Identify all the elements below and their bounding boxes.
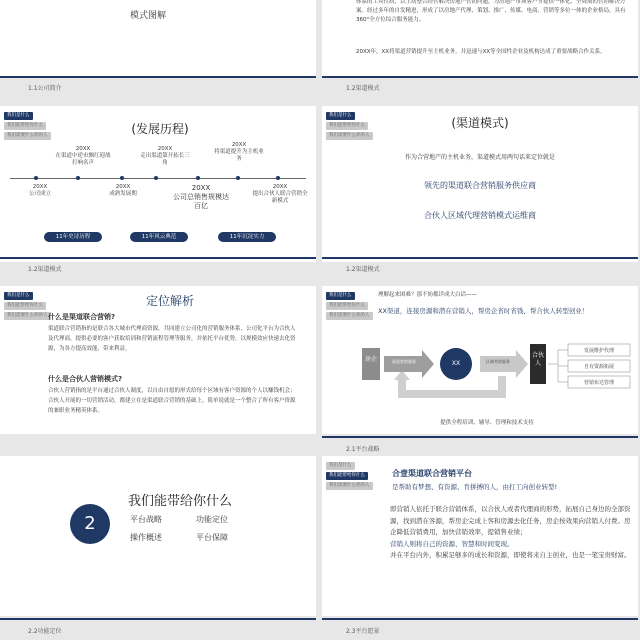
nav-tag[interactable]: 我们是什么 (326, 462, 355, 470)
left-arrow-label: 渠道营销服务 (392, 359, 416, 364)
timeline-node-bottom: 20XX 公司总销售规模达百亿 (173, 184, 229, 210)
nav-tag-what-we-are[interactable]: 我们是什么 (4, 292, 33, 300)
left-box (362, 348, 380, 380)
timeline-dot (76, 176, 80, 180)
footer-label: 2.3平台愿景 (346, 628, 380, 635)
history-pill: 11年史诗历程 (44, 232, 102, 242)
platform-text-highlight: 营销人则将自己的资源、智慧和时间变现。 (390, 539, 514, 548)
platform-title: 合壹渠道联合营销平台 (392, 469, 472, 478)
section-item: 功能定位 (196, 515, 228, 524)
divider (322, 76, 638, 78)
divider (322, 257, 638, 259)
slide-section-2 (0, 456, 316, 616)
timeline-node-top: 20XX 走出渠道第开拓长三角 (140, 146, 190, 166)
footer-label: 1.2渠道模式 (28, 266, 62, 273)
nav-tag[interactable]: 我们能带给你什么 (4, 122, 46, 130)
timeline-dot (196, 176, 200, 180)
timeline-dot (276, 176, 280, 180)
slide-channel-diagram (322, 286, 638, 434)
platform-subtitle: 是帮助有梦想、有资源、肯拼搏的人，由打工向创业转型! (392, 483, 558, 491)
nav-tag[interactable]: 我们需要什么样的人 (326, 132, 373, 140)
timeline-dot (154, 176, 158, 180)
diagram-caption: 模式图解 (130, 11, 167, 21)
page-title: 定位解析 (145, 294, 194, 308)
headline: XX渠道，连接房源和潜在营销人，帮房企省时省钱，帮合伙人转型创业！ (378, 307, 589, 315)
question-2: 什么是合伙人营销模式? (48, 375, 123, 383)
divider (322, 436, 638, 438)
timeline-node-bottom: 20XX 提出合伙人联合营销全新模式 (252, 184, 308, 204)
footer-label: 2.2功能定位 (28, 628, 62, 635)
right-box-label: 合伙人 (531, 352, 544, 367)
slide-company-intro (0, 0, 640, 92)
timeline-node-bottom: 20XX 公司成立 (28, 184, 51, 197)
divider (0, 76, 316, 78)
timeline-node-top: 20XX 将渠道提升为主机业务 (214, 142, 264, 162)
right-arrow (480, 350, 528, 378)
page-title: (渠道模式) (451, 116, 509, 130)
timeline-dot (34, 176, 38, 180)
positioning-line-2: 合伙人区域代理营销模式运维商 (424, 211, 536, 220)
question-1: 什么是渠道联合营销? (48, 313, 116, 321)
slide-left-top (0, 0, 316, 78)
timeline-node-top: 20XX 在渠道中逆市飘红迎战打响名声 (55, 146, 111, 166)
section-number-text: 2 (84, 513, 96, 534)
nav-tag-what-we-are[interactable]: 我们是什么 (4, 112, 33, 120)
answer-2: 合伙人营销指的是平台通过合伙人制度，以自由自愿的形式给每个区域有客户资源的个人以赚钱机会；合伙人开展的一切营销活动，都建立在是渠道联合营销的基础上，简单说就是一个整合了所有客户资源的兼职业务精英体系。 (48, 388, 296, 414)
benefit-label: 营销布达管理 (583, 380, 614, 386)
support-caption: 提供全程培训、辅导、管理和技术支持 (440, 420, 534, 426)
nav-tag[interactable]: 我们需要什么样的人 (326, 482, 373, 490)
footer-label: 1.2渠道模式 (346, 85, 380, 92)
nav-tag-what-we-are[interactable]: 我们是什么 (326, 292, 355, 300)
divider (0, 618, 316, 620)
nav-tag-what-we-bring[interactable]: 我们能带给你什么 (326, 472, 368, 480)
section-item: 平台保障 (196, 533, 228, 542)
answer-1: 渠道联合营销指的是联合各大城市代理商资源，共同建立公司化的营销服务体系，公司化平台为合伙人及代理商，提供必要的客户获取培训和营销流程管理等服务，并依托平台优势，以规模效应快速去化资源，为各方提高效能，带来利益。 (48, 326, 296, 352)
positioning-line-1: 领先的渠道联合营销服务供应商 (424, 181, 536, 190)
left-box-label: 房企 (364, 356, 377, 363)
section-heading: 我们能带给你什么 (128, 494, 233, 509)
left-arrow (384, 350, 434, 378)
section-item: 操作概述 (130, 533, 162, 542)
intro-paragraph-2: 20XX年，XX将渠道营销提升至主机业务，并迅速与XX等全国性企业及机构达成了重要战略合作关系。 (356, 49, 606, 55)
plain-question: 理解起来困难？那不妨都详成大白话—— (378, 292, 478, 298)
divider (322, 618, 638, 620)
timeline-line (10, 178, 306, 179)
history-pill: 11年风云典范 (130, 232, 188, 242)
platform-text: 并在平台内外，积累足够多的成长和资源，即使将来自主创业，也是一笔宝贵财富。 (390, 551, 631, 559)
timeline-node-bottom: 20XX 成熟发展期 (109, 184, 137, 197)
nav-tag-what-we-are[interactable]: 我们是什么 (326, 112, 355, 120)
history-pill: 11年沉淀实力 (218, 232, 276, 242)
intro-line: 作为合营地产的主机业务，渠道模式用两句话来定位就是 (404, 154, 555, 161)
nav-tag[interactable]: 我们能带给你什么 (4, 302, 46, 310)
benefit-label: 自有资源拓展 (583, 364, 614, 370)
platform-text: 即营销人依托于联合营销体系，以合伙人或者代理商的形势，拓展自己身边的全部资源，找到潜在客源，帮房企完成上客和房源去化任务，房企按效果向营销人付费。房企降低营销费用，加快营销效率，提销售业绩； (390, 505, 631, 536)
nav-tag[interactable]: 我们需要什么样的人 (326, 312, 373, 320)
slide-right-top (322, 0, 638, 78)
slide-positioning-analysis (0, 286, 316, 434)
footer-label: 1.2渠道模式 (346, 266, 380, 273)
intro-paragraph: 体系的工具性质，以主动整合经营解决房地产营销问题，为房地产市场客户节提供一体化、全周期的营销解决方案。经过多年的自发精进，形成了以房地产代理、策划、推广、传媒、电商、营销等多位一体的企业格局，具有360°全方位综合服务能力。 (356, 0, 626, 23)
slide-platform (322, 456, 638, 616)
section-number (70, 504, 110, 544)
center-label: XX (451, 360, 461, 367)
slide-channel-model (322, 106, 638, 262)
timeline-dot (236, 176, 240, 180)
footer-label: 1.1公司简介 (28, 85, 62, 92)
platform-paragraph (390, 504, 634, 562)
section-item: 平台战略 (130, 515, 162, 524)
timeline-dot (120, 176, 124, 180)
right-arrow-label: 区域营销服务 (486, 359, 510, 364)
nav-tag[interactable]: 我们需要什么样的人 (4, 312, 51, 320)
benefit-label: 发展维护代理 (583, 348, 614, 354)
nav-tag[interactable]: 我们能带给你什么 (326, 122, 368, 130)
nav-tag[interactable]: 我们需要什么样的人 (4, 132, 51, 140)
page-title: (发展历程) (131, 122, 189, 136)
footer-label: 2.1平台战略 (346, 446, 380, 453)
divider (0, 257, 316, 259)
slide-development-history (0, 106, 316, 262)
nav-tag[interactable]: 我们能带给你什么 (326, 302, 368, 310)
